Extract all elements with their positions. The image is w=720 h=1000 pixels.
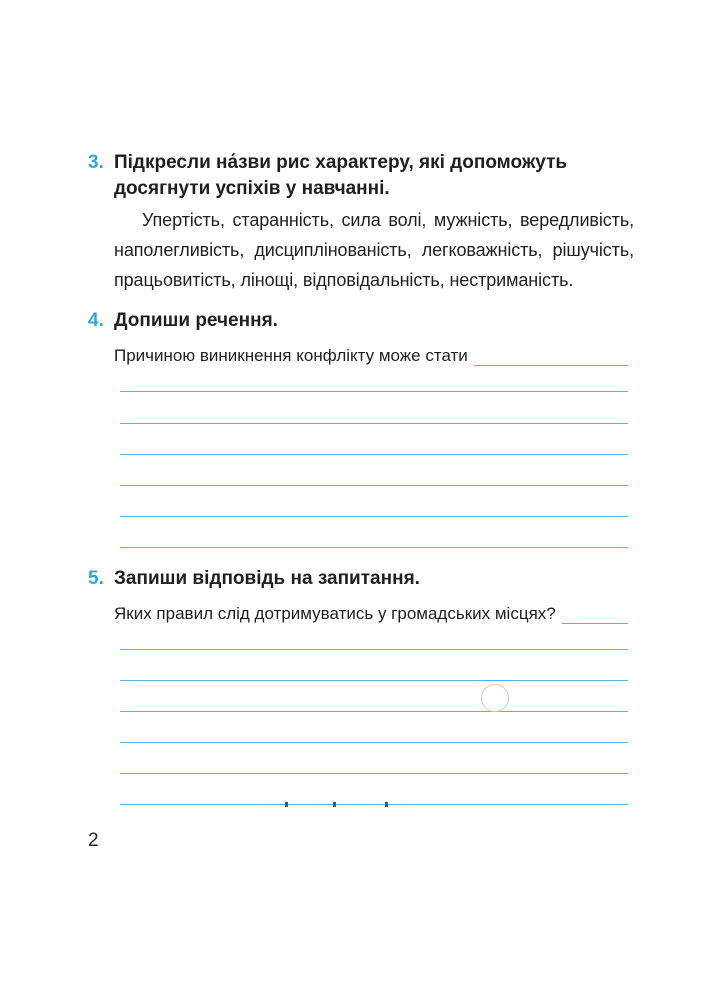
task-3-number: 3. (88, 152, 104, 173)
character-traits-text[interactable]: Упертість, старанність, сила волі, мужність, вередливість, наполегливість, дисциплінованість, легковажність, рішучість, працьовитість, лінощі, відповідальність, нестриманість. (114, 210, 634, 290)
task-4-answer-line[interactable] (120, 391, 628, 392)
task-4-prompt: Причиною виникнення конфлікту може стати (114, 346, 468, 365)
task-4-answer-line[interactable] (120, 454, 628, 455)
page-number: 2 (88, 830, 99, 851)
task-5-answer-line[interactable] (120, 773, 628, 774)
task-3 (88, 150, 633, 300)
task-5-answer-line[interactable] (120, 680, 628, 681)
task-5-answer-line-inline[interactable] (562, 623, 628, 624)
task-4-answer-line[interactable] (120, 516, 628, 517)
tick-mark (333, 802, 336, 807)
task-5-answer-line[interactable] (120, 804, 628, 805)
tick-mark (285, 802, 288, 807)
task-5-title: Запиши відповідь на запитання. (114, 568, 420, 589)
task-5-answer-line[interactable] (120, 742, 628, 743)
task-4-title: Допиши речення. (114, 310, 278, 331)
task-4-answer-line[interactable] (120, 423, 628, 424)
task-5-number: 5. (88, 568, 104, 589)
task-5 (88, 566, 633, 816)
task-4-answer-line[interactable] (120, 547, 628, 548)
task-4-prompt-row (114, 343, 628, 369)
task-5-prompt: Яких правил слід дотримуватись у громадських місцях? (114, 604, 556, 623)
task-4-answer-line-inline[interactable] (474, 365, 628, 366)
task-5-answer-line[interactable] (120, 649, 628, 650)
task-5-prompt-row (114, 601, 628, 627)
circle-marker-icon (481, 684, 509, 712)
tick-mark (385, 802, 388, 807)
task-3-title: Підкресли на́зви рис характеру, які допоможуть досягнути успіхів у навчанні. (114, 152, 568, 199)
task-4-answer-line[interactable] (120, 485, 628, 486)
task-4-number: 4. (88, 310, 104, 331)
task-5-answer-line[interactable] (120, 711, 628, 712)
task-4 (88, 308, 633, 558)
